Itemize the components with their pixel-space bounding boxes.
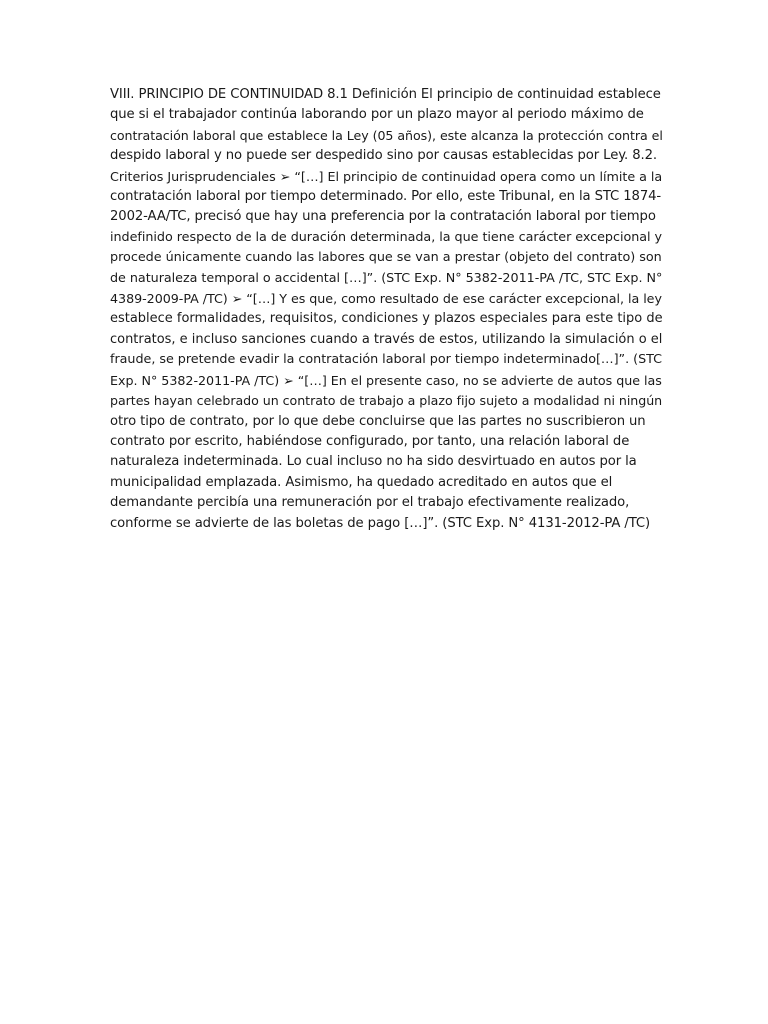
text-line: otro tipo de contrato, por lo que debe concluirse que las partes no suscribieron un [110,413,646,429]
text-line: partes hayan celebrado un contrato de trabajo a plazo fijo sujeto a modalidad ni ningún [110,393,663,409]
text-line: 4389-2009-PA /TC) ➢ “[…] Y es que, como resultado de ese carácter excepcional, la ley [110,291,662,307]
text-line: municipalidad emplazada. Asimismo, ha quedado acreditado en autos que el [110,474,613,490]
text-line: naturaleza indeterminada. Lo cual incluso no ha sido desvirtuado en autos por la [110,454,637,470]
text-line: fraude, se pretende evadir la contratación laboral por tiempo indeterminado[…]”. (STC [110,352,663,368]
text-line: establece formalidades, requisitos, condiciones y plazos especiales para este tipo de [110,311,663,327]
text-line: que si el trabajador continúa laborando por un plazo mayor al periodo máximo de [110,107,644,123]
text-line: Exp. N° 5382-2011-PA /TC) ➢ “[…] En el presente caso, no se advierte de autos que las [110,372,662,388]
text-line: Criterios Jurisprudenciales ➢ “[…] El principio de continuidad opera como un límite a la [110,168,663,184]
text-line: VIII. PRINCIPIO DE CONTINUIDAD 8.1 Definición El principio de continuidad establece [110,87,661,102]
text-line: procede únicamente cuando las labores que se van a prestar (objeto del contrato) son [110,250,662,266]
text-line: contratos, e incluso sanciones cuando a través de estos, utilizando la simulación o el [110,331,663,347]
text-line: contratación laboral que establece la Ley (05 años), este alcanza la protección contra el [110,127,663,143]
text-line: conforme se advierte de las boletas de pago […]”. (STC Exp. N° 4131-2012-PA /TC) [110,515,651,531]
text-line: despido laboral y no puede ser despedido sino por causas establecidas por Ley. 8.2. [110,148,657,164]
text-line: de naturaleza temporal o accidental […]”. (STC Exp. N° 5382-2011-PA /TC, STC Exp. N° [110,270,663,286]
text-line: demandante percibía una remuneración por el trabajo efectivamente realizado, [110,495,630,511]
text-line: 2002-AA/TC, precisó que hay una preferencia por la contratación laboral por tiempo [110,209,656,225]
text-line: contrato por escrito, habiéndose configurado, por tanto, una relación laboral de [110,433,630,449]
text-line: indefinido respecto de la de duración determinada, la que tiene carácter excepcional y [110,229,663,245]
document-paragraph [110,85,662,534]
text-line: contratación laboral por tiempo determinado. Por ello, este Tribunal, en la STC 1874- [110,189,662,205]
